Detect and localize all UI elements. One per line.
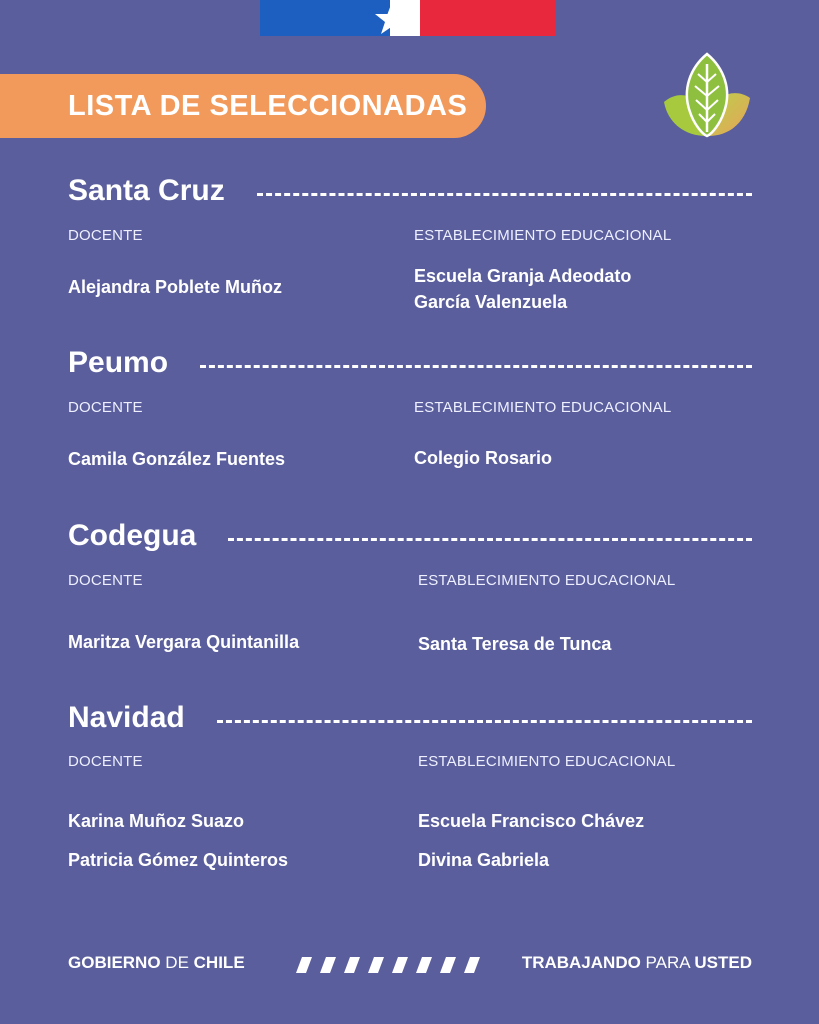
stripes-decoration-icon bbox=[290, 957, 480, 973]
docente-label: DOCENTE bbox=[68, 399, 143, 416]
leaves-logo-icon bbox=[660, 50, 754, 140]
dashed-divider bbox=[200, 365, 752, 368]
docente-label: DOCENTE bbox=[68, 227, 143, 244]
school-name: Colegio Rosario bbox=[414, 448, 553, 468]
docente-name-1: Karina Muñoz Suazo bbox=[68, 811, 245, 831]
footer-right-text bbox=[522, 953, 752, 973]
footer-left-word-1: GOBIERNO bbox=[68, 953, 161, 972]
city-heading: Peumo bbox=[68, 346, 169, 379]
star-icon bbox=[370, 0, 414, 36]
city-heading: Santa Cruz bbox=[68, 174, 225, 207]
footer-right-word-2: PARA bbox=[645, 953, 690, 972]
chile-flag-icon bbox=[260, 0, 555, 36]
footer-left-word-3: CHILE bbox=[193, 953, 245, 972]
dashed-divider bbox=[257, 193, 752, 196]
section-santa-cruz bbox=[68, 171, 752, 312]
school-name-line-2: García Valenzuela bbox=[414, 292, 568, 312]
title-banner bbox=[0, 74, 486, 138]
footer-left-text bbox=[68, 953, 245, 973]
establecimiento-label: ESTABLECIMIENTO EDUCACIONAL bbox=[418, 572, 676, 589]
section-navidad bbox=[68, 698, 752, 870]
docente-label: DOCENTE bbox=[68, 753, 143, 770]
footer-right-word-3: USTED bbox=[694, 953, 752, 972]
section-codegua bbox=[68, 516, 752, 654]
city-heading: Navidad bbox=[68, 701, 185, 734]
docente-name-2: Patricia Gómez Quinteros bbox=[68, 850, 289, 870]
dashed-divider bbox=[217, 720, 752, 723]
section-peumo bbox=[68, 343, 752, 469]
school-name-2: Divina Gabriela bbox=[418, 850, 550, 870]
city-heading: Codegua bbox=[68, 519, 197, 552]
establecimiento-label: ESTABLECIMIENTO EDUCACIONAL bbox=[414, 227, 672, 244]
establecimiento-label: ESTABLECIMIENTO EDUCACIONAL bbox=[414, 399, 672, 416]
footer bbox=[68, 953, 752, 979]
docente-name: Maritza Vergara Quintanilla bbox=[68, 632, 300, 652]
school-name: Santa Teresa de Tunca bbox=[418, 634, 612, 654]
footer-right-word-1: TRABAJANDO bbox=[521, 953, 641, 972]
school-name-line-1: Escuela Granja Adeodato bbox=[414, 266, 632, 286]
docente-label: DOCENTE bbox=[68, 572, 143, 589]
docente-name: Alejandra Poblete Muñoz bbox=[68, 277, 283, 297]
establecimiento-label: ESTABLECIMIENTO EDUCACIONAL bbox=[418, 753, 676, 770]
dashed-divider bbox=[228, 538, 752, 541]
school-name-1: Escuela Francisco Chávez bbox=[418, 811, 645, 831]
footer-left-word-2: DE bbox=[165, 953, 189, 972]
flag-red-field bbox=[420, 0, 555, 36]
page-title: LISTA DE SELECCIONADAS bbox=[68, 89, 468, 122]
docente-name: Camila González Fuentes bbox=[68, 449, 286, 469]
